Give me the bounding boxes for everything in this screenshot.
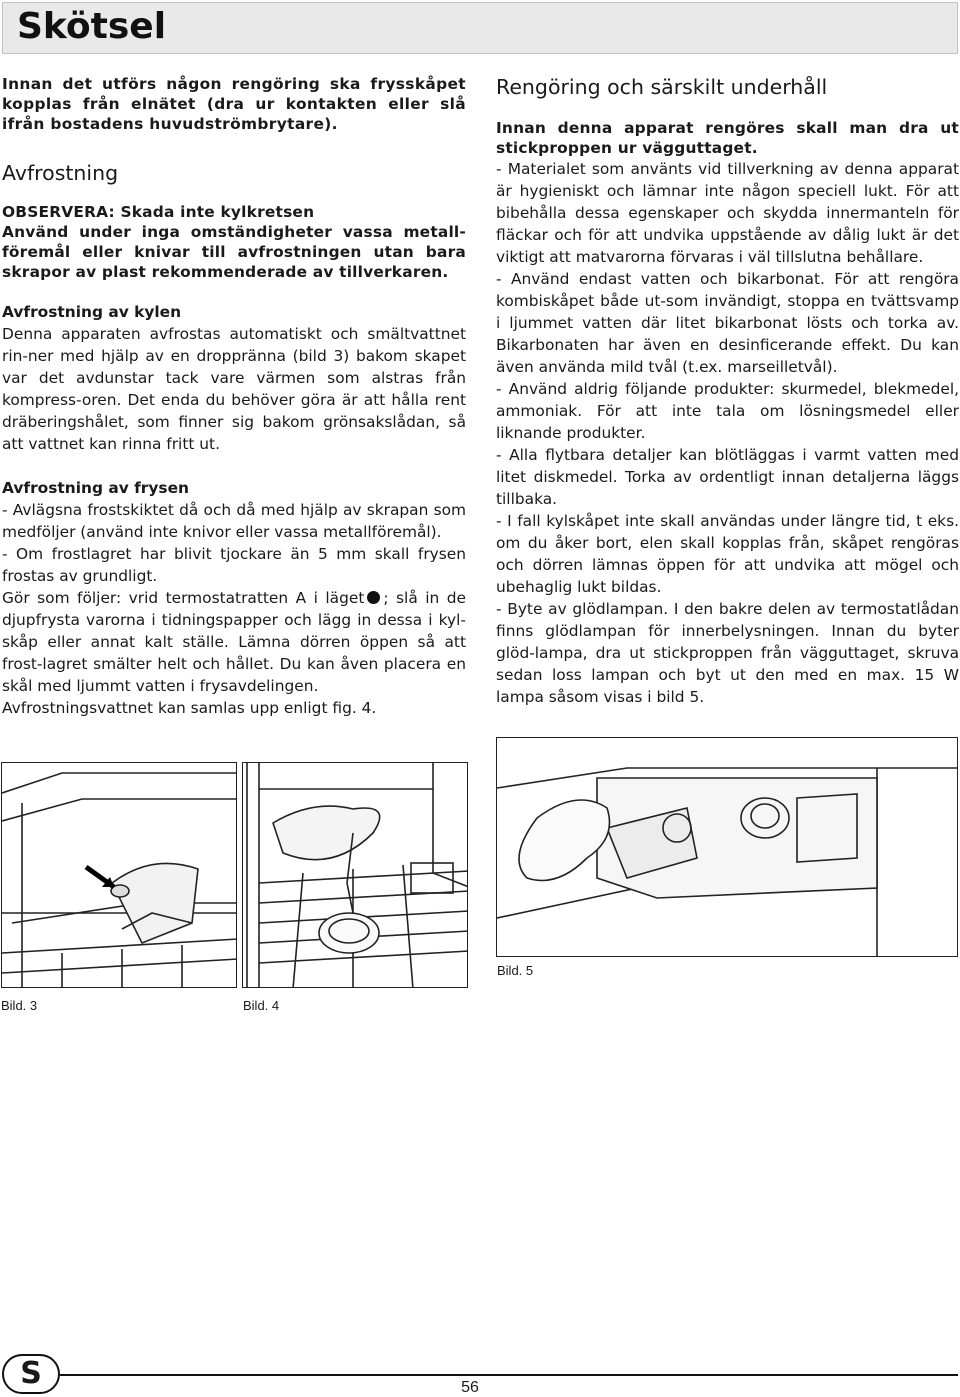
observera-text: Använd under inga omständigheter vassa metall-föremål eller knivar till avfrostningen utan bara skrapor av plast rekommenderade av tillverkaren.: [2, 223, 466, 281]
caption-bild-3: Bild. 3: [1, 998, 38, 1013]
intro-warning: Innan det utförs någon rengöring ska frysskåpet kopplas från elnätet (dra ur kontakten eller slå ifrån bostadens huvudströmbrytare).: [2, 75, 466, 133]
language-badge: S: [2, 1354, 60, 1394]
defrost-heading: Avfrostning: [2, 161, 119, 185]
freezer-step-4: Avfrostningsvattnet kan samlas upp enligt fig. 4.: [2, 699, 377, 717]
fridge-defrost-heading: Avfrostning av kylen: [2, 303, 182, 321]
cleaning-heading: Rengöring och särskilt underhåll: [496, 75, 828, 99]
lamp-replacement-illustration: [497, 738, 958, 957]
header-bar: [2, 2, 958, 54]
figure-bild-4: [242, 762, 468, 988]
freezer-step-2: - Om frostlagret har blivit tjockare än 5 mm skall frysen frostas av grundligt.: [2, 545, 466, 585]
cleaning-p3: - Använd aldrig följande produkter: skurmedel, blekmedel, ammoniak. För att inte tala om lösningsmedel eller liknande produkter.: [496, 380, 959, 442]
page-number: 56: [461, 1379, 479, 1396]
cleaning-p1: - Materialet som använts vid tillverkning av denna apparat är hygieniskt och lämnar inte någon speciell lukt. För att bibehålla dessa egenskaper och skydda innermanteln för fläckar och för att undvika uppstående av dålig lukt är det viktigt att matvarorna förvaras i väl tillslutna behållare.: [496, 160, 959, 266]
cleaning-p2: - Använd endast vatten och bikarbonat. För att rengöra kombiskåpet både ut-som invändigt, stoppa en tvättsvamp i ljummet vatten där litet bikarbonat lösts och torka av. Bikarbonaten har även en desinficerande effekt. Du kan även använda mild tvål (t.ex. marseilletvål).: [496, 270, 959, 376]
right-column: [496, 74, 959, 708]
defrost-bowl-illustration: [243, 763, 468, 988]
page-title: Skötsel: [17, 6, 167, 47]
freezer-step-1: - Avlägsna frostskiktet då och då med hjälp av skrapan som medföljer (använd inte knivor eller vassa metallföremål).: [2, 501, 466, 541]
caption-bild-4: Bild. 4: [243, 998, 280, 1013]
figure-bild-5: [496, 737, 958, 957]
freezer-step-3: [2, 587, 466, 697]
freezer-step-3b: ; slå in de djupfrysta varorna i tidningspapper och lägg in dessa i kyl-skåp eller annat kalt ställe. Lämna dörren öppen så att frost-lagret smälter helt och hållet. Du kan åven placera en skål med ljummt vatten i frysavdelingen.: [2, 589, 466, 695]
freezer-step-3a: Gör som följer: vrid termostatratten A i läget: [2, 589, 365, 607]
left-column: [2, 74, 466, 719]
cleaning-warning: Innan denna apparat rengöres skall man dra ut stickproppen ur vägguttaget.: [496, 119, 959, 157]
cleaning-p4: - Alla flytbara detaljer kan blötläggas i varmt vatten med litet diskmedel. Torka av ordentligt innan detaljerna läggs tillbaka.: [496, 446, 959, 508]
freezer-defrost-heading: Avfrostning av frysen: [2, 479, 189, 497]
fridge-defrost-text: Denna apparaten avfrostas automatiskt och smältvattnet rin-ner med hjälp av en droppränna (bild 3) bakom skapet var det avdunstar tack vare värmen som alstras från kompress-oren. Det enda du behöver göra är att hålla rent dräberingshålet, som finner sig bakom grönsakslådan, så att vattnet kan rinna fritt ut.: [2, 325, 466, 453]
thermostat-dot-icon: [367, 591, 380, 604]
cleaning-p6: - Byte av glödlampan. I den bakre delen av termostatlådan finns glödlampan för innerbelysningen. Innan du byter glöd-lampa, dra ut stickproppen från vägguttaget, skruva sedan loss lampan och byt ut den med en max. 15 W lampa såsom visas i bild 5.: [496, 600, 959, 706]
observera-title: OBSERVERA: Skada inte kylkretsen: [2, 203, 315, 221]
caption-bild-5: Bild. 5: [497, 963, 534, 978]
figure-bild-3: [1, 762, 237, 988]
cleaning-p5: - I fall kylskåpet inte skall användas under längre tid, t eks. om du åker bort, elen skall kopplas från, skåpet rengöras och dörren lämnas öppen för att undvika att mögel och ubehaglig lukt bildas.: [496, 512, 959, 596]
footer-rule: [60, 1374, 958, 1376]
drip-channel-illustration: [2, 763, 237, 988]
